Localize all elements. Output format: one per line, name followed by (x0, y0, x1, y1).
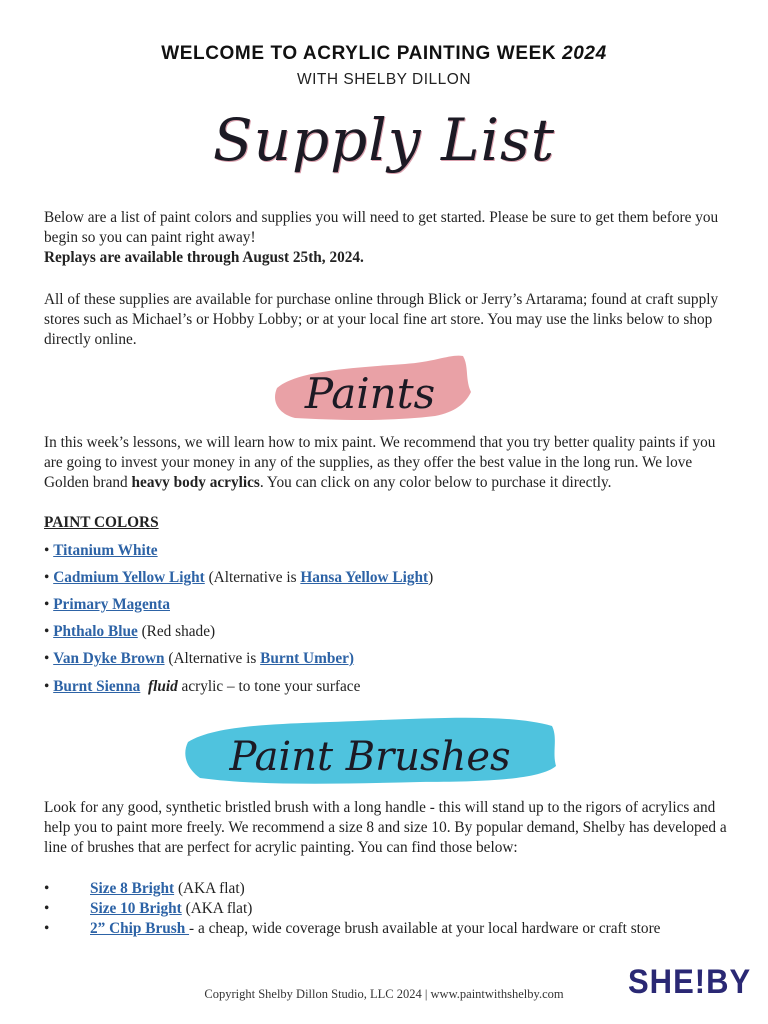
hansa-yellow-light-link[interactable]: Hansa Yellow Light (300, 569, 429, 586)
brush-note: - a cheap, wide coverage brush available at your local hardware or craft store (189, 920, 661, 937)
paint-color-item: • Phthalo Blue (Red shade) (44, 623, 216, 640)
brush-note: (AKA flat) (181, 900, 253, 917)
page-subtitle: WITH SHELBY DILLON (296, 71, 472, 88)
color-note: (Alternative is (164, 650, 261, 667)
paint-color-item: • Burnt Sienna fluid acrylic – to tone your surface (44, 678, 361, 695)
burnt-umber-link[interactable]: Burnt Umber) (260, 650, 355, 667)
fluid-label: fluid (147, 678, 178, 695)
supply-list-script-heading: Supply List (212, 106, 556, 174)
brush-item: • Size 8 Bright (AKA flat) (44, 880, 245, 897)
footer-copyright: Copyright Shelby Dillon Studio, LLC 2024 | www.paintwithshelby.com (204, 987, 564, 1001)
van-dyke-brown-link[interactable]: Van Dyke Brown (53, 650, 165, 667)
purchase-text: All of these supplies are available for purchase online through Blick or Jerry’s Artarama; found at craft supply stores such as Michael’s or Hobby Lobby; or at your local fine art store. You may use the links below to shop directly online. (44, 291, 719, 348)
cadmium-yellow-light-link[interactable]: Cadmium Yellow Light (53, 569, 205, 586)
paints-text-bold: heavy body acrylics (131, 474, 260, 491)
brush-item: • 2” Chip Brush - a cheap, wide coverage brush available at your local hardware or craft store (44, 920, 661, 937)
brush-item: • Size 10 Bright (AKA flat) (44, 900, 253, 917)
shelby-logo: SHE!BY (628, 962, 752, 1001)
phthalo-blue-link[interactable]: Phthalo Blue (53, 623, 138, 640)
paint-color-item: • Titanium White (44, 542, 158, 559)
color-note: (Red shade) (137, 623, 216, 640)
paint-colors-heading: PAINT COLORS (44, 514, 159, 531)
paint-color-item: • Cadmium Yellow Light (Alternative is Hansa Yellow Light) (44, 569, 434, 586)
paint-color-item: • Van Dyke Brown (Alternative is Burnt Umber) (44, 650, 355, 667)
title-text: WELCOME TO ACRYLIC PAINTING WEEK (161, 43, 557, 64)
paint-brushes-banner (180, 708, 560, 794)
titanium-white-link[interactable]: Titanium White (53, 542, 158, 559)
brushes-paragraph: Look for any good, synthetic bristled brush with a long handle - this will stand up to the rigors of acrylics and help you to paint more freely. We recommend a size 8 and size 10. By popular demand, Shelby has developed a line of brushes that are perfect for acrylic painting. You can find those below: (44, 799, 727, 856)
brushes-banner-text: Paint Brushes (229, 734, 511, 780)
color-note: (Alternative is (204, 569, 301, 586)
page-title (0, 43, 768, 65)
paints-banner (265, 350, 475, 426)
intro-text: Below are a list of paint colors and supplies you will need to get started. Please be sure to get them before you begin so you can paint right away! (44, 209, 719, 246)
paint-color-item: • Primary Magenta (44, 596, 170, 613)
replays-notice: Replays are available through August 25th, 2024. (44, 249, 364, 266)
title-year: 2024 (562, 43, 607, 64)
paints-text-1: In this week’s lessons, we will learn how to mix paint. We recommend that you try better quality paints if you are going to invest your money in any of the supplies, as they offer the best value in the long run. We love Golden brand (44, 434, 716, 491)
burnt-sienna-link[interactable]: Burnt Sienna (53, 678, 141, 695)
paints-text-2: . You can click on any color below to purchase it directly. (259, 474, 612, 491)
paints-paragraph (44, 433, 734, 493)
primary-magenta-link[interactable]: Primary Magenta (53, 596, 170, 613)
paints-banner-text: Paints (304, 369, 436, 418)
brush-note: (AKA flat) (174, 880, 245, 897)
size-10-bright-link[interactable]: Size 10 Bright (90, 900, 182, 917)
color-note-end: ) (428, 569, 434, 586)
color-note: acrylic – to tone your surface (177, 678, 361, 695)
size-8-bright-link[interactable]: Size 8 Bright (90, 880, 175, 897)
chip-brush-link[interactable]: 2” Chip Brush (90, 920, 190, 937)
intro-block (44, 208, 734, 268)
